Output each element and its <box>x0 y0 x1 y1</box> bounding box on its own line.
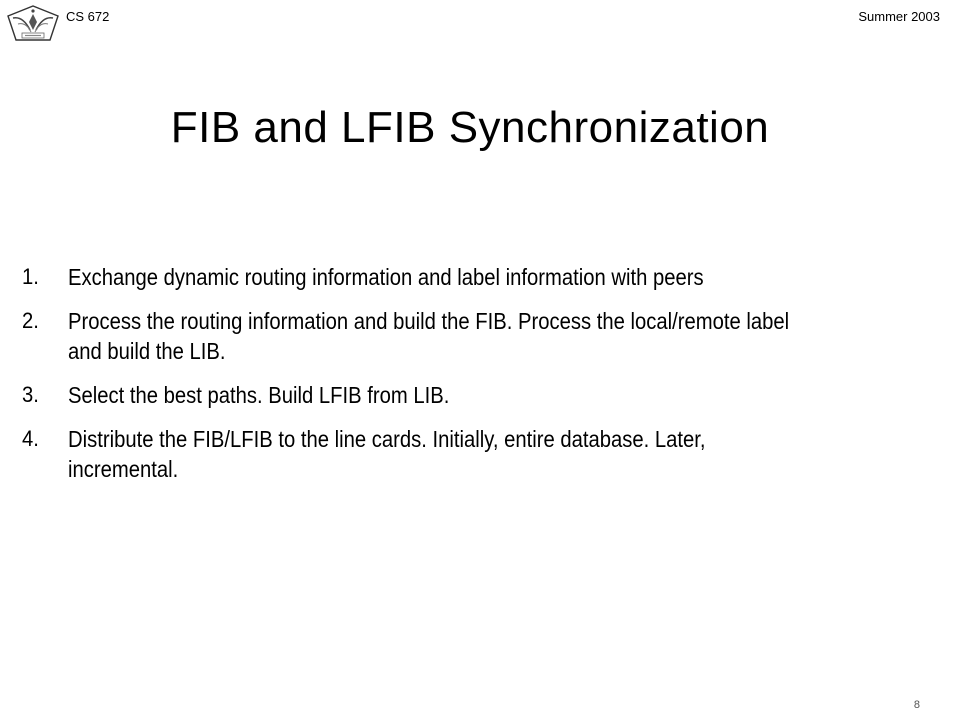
list-item-number: 3. <box>22 382 39 407</box>
list-item-text: Distribute the FIB/LFIB to the line cards. Initially, entire database. Later, incremental. <box>68 426 706 482</box>
list-item <box>22 262 912 292</box>
list-item <box>22 306 912 366</box>
list-item-number: 4. <box>22 426 39 451</box>
term-label: Summer 2003 <box>858 9 940 24</box>
list-item-text: Exchange dynamic routing information and label information with peers <box>68 264 704 290</box>
university-logo-icon <box>6 2 60 44</box>
numbered-list <box>22 262 912 498</box>
slide-title: FIB and LFIB Synchronization <box>170 103 770 152</box>
list-item-number: 1. <box>22 264 39 289</box>
list-item <box>22 380 912 410</box>
list-item-text: Select the best paths. Build LFIB from LIB. <box>68 382 450 408</box>
list-item <box>22 424 912 484</box>
page-number: 8 <box>913 699 920 711</box>
list-item-text: Process the routing information and build the FIB. Process the local/remote label and build the LIB. <box>68 308 790 364</box>
course-label: CS 672 <box>66 9 110 24</box>
list-item-number: 2. <box>22 308 39 333</box>
